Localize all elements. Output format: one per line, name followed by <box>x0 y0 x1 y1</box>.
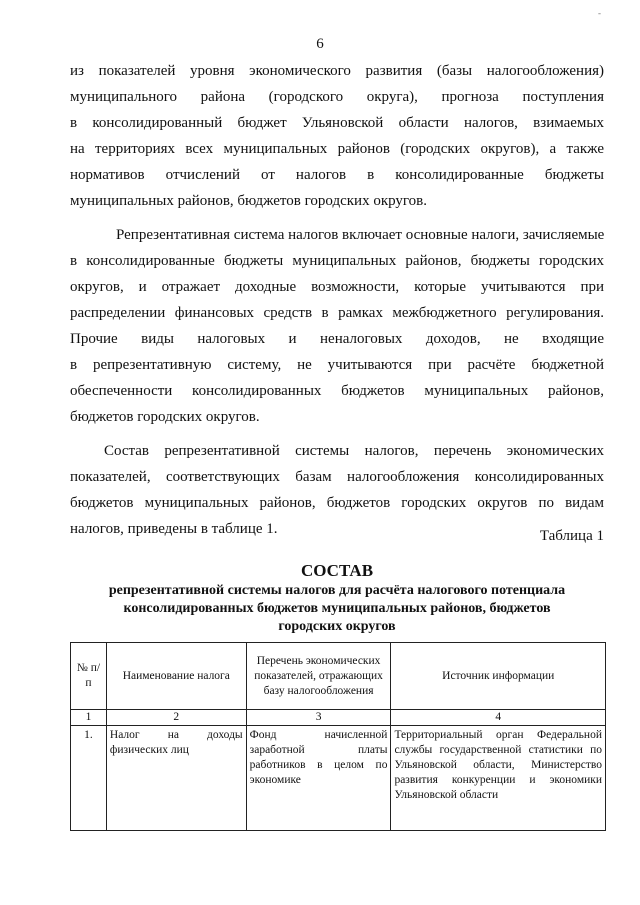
paragraph-line: в репрезентативную систему, не учитываются при расчёте бюджетной <box>70 357 604 373</box>
page-number: 6 <box>316 36 324 52</box>
heading-subtitle-line: консолидированных бюджетов муниципальных районов, бюджетов <box>123 601 551 616</box>
row-tax-name: Налог на доходы физических лиц <box>106 726 246 831</box>
paragraph-3 <box>70 438 604 542</box>
row-indicators: Фонд начисленной заработной платы работников в целом по экономике <box>246 726 391 831</box>
paragraph-line: обеспеченности консолидированных бюджетов муниципальных районов, <box>70 383 604 399</box>
header-source: Источник информации <box>391 643 606 710</box>
row-num: 1. <box>71 726 107 831</box>
paragraph-line: муниципальных районов, бюджетов городских округов. <box>70 193 428 209</box>
header-num: № п/п <box>71 643 107 710</box>
paragraph-line: на территориях всех муниципальных районов (городских округов), а также <box>70 141 604 157</box>
table-caption: Таблица 1 <box>539 528 604 544</box>
paragraph-line: округов, и отражает доходные возможности, которые учитываются при <box>70 279 604 295</box>
heading-subtitle-line: городских округов <box>278 619 396 634</box>
paragraph-1 <box>70 58 604 214</box>
margin-mark: - <box>598 8 601 18</box>
paragraph-line: Состав репрезентативной системы налогов, перечень экономических <box>104 443 604 459</box>
table-row <box>71 726 606 831</box>
column-number-row <box>71 710 606 726</box>
paragraph-line: нормативов отчислений от налогов в консолидированные бюджеты <box>70 167 604 183</box>
heading-title: СОСТАВ <box>300 561 374 580</box>
row-source: Территориальный орган Федеральной службы государственной статистики по Ульяновской области, Министерство развития конкуренции и экономики Ульяновской области <box>391 726 606 831</box>
table-heading <box>70 560 604 636</box>
paragraph-2 <box>70 222 604 430</box>
paragraph-line: налогов, приведены в таблице 1. <box>70 521 278 537</box>
header-tax-name: Наименование налога <box>106 643 246 710</box>
paragraph-line: в консолидированные бюджеты муниципальных районов, бюджеты городских <box>70 253 604 269</box>
body-text <box>70 58 604 542</box>
table-header-row <box>71 643 606 710</box>
paragraph-line: из показателей уровня экономического развития (базы налогообложения) <box>70 63 604 79</box>
column-number: 3 <box>246 710 391 726</box>
paragraph-line: в консолидированный бюджет Ульяновской области налогов, взимаемых <box>70 115 604 131</box>
tax-system-table <box>70 642 606 831</box>
column-number: 4 <box>391 710 606 726</box>
paragraph-line: Прочие виды налоговых и неналоговых доходов, не входящие <box>70 331 604 347</box>
heading-subtitle-line: репрезентативной системы налогов для расчёта налогового потенциала <box>108 583 566 598</box>
column-number: 2 <box>106 710 246 726</box>
paragraph-line: показателей, соответствующих базам налогообложения консолидированных <box>70 469 604 485</box>
paragraph-line: муниципального района (городского округа), прогноза поступления <box>70 89 604 105</box>
column-number: 1 <box>71 710 107 726</box>
paragraph-line: распределении финансовых средств в рамках межбюджетного регулирования. <box>70 305 604 321</box>
header-indicators: Перечень экономических показателей, отражающих базу налогообложения <box>246 643 391 710</box>
paragraph-line: бюджетов городских округов. <box>70 409 260 425</box>
paragraph-line: Репрезентативная система налогов включает основные налоги, зачисляемые <box>116 227 605 243</box>
paragraph-line: бюджетов муниципальных районов, бюджетов городских округов по видам <box>70 495 604 511</box>
